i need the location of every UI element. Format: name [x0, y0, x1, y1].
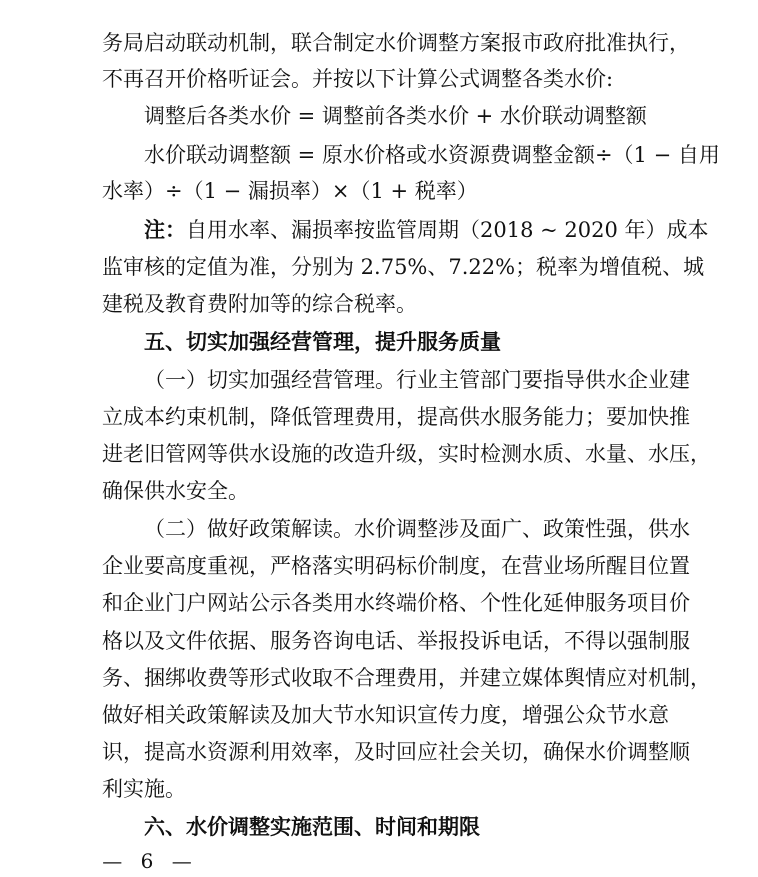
text-line: 格以及文件依据、服务咨询电话、举报投诉电话，不得以强制服 — [102, 629, 690, 653]
text-line: 确保供水安全。 — [102, 479, 249, 503]
text-line: （二）做好政策解读。水价调整涉及面广、政策性强，供水 — [144, 517, 690, 541]
section-heading: 五、切实加强经营管理，提升服务质量 — [144, 329, 501, 354]
page-number: — 6 — — [102, 849, 198, 873]
note-label: 注： — [144, 217, 186, 242]
text-line: 做好相关政策解读及加大节水知识宣传力度，增强公众节水意 — [102, 703, 669, 727]
formula-line: 调整后各类水价 = 调整前各类水价 + 水价联动调整额 — [144, 104, 647, 128]
text-line: 利实施。 — [102, 777, 186, 801]
section-heading: 六、水价调整实施范围、时间和期限 — [144, 814, 480, 839]
text-line: 建税及教育费附加等的综合税率。 — [102, 292, 417, 316]
text-line: 进老旧管网等供水设施的改造升级，实时检测水质、水量、水压， — [102, 442, 711, 466]
text-line: 务、捆绑收费等形式收取不合理费用，并建立媒体舆情应对机制， — [102, 666, 711, 690]
note-line — [144, 216, 709, 244]
text-line: 和企业门户网站公示各类用水终端价格、个性化延伸服务项目价 — [102, 591, 690, 615]
note-text: 自用水率、漏损率按监管周期（2018 ~ 2020 年）成本 — [186, 218, 709, 242]
formula-line: 水率）÷（1 − 漏损率）×（1 + 税率） — [102, 179, 478, 203]
text-line: 立成本约束机制，降低管理费用，提高供水服务能力；要加快推 — [102, 405, 690, 429]
text-line: 识，提高水资源利用效率，及时回应社会关切，确保水价调整顺 — [102, 740, 690, 764]
text-line: 企业要高度重视，严格落实明码标价制度，在营业场所醒目位置 — [102, 554, 690, 578]
text-line: （一）切实加强经营管理。行业主管部门要指导供水企业建 — [144, 368, 690, 392]
text-line: 务局启动联动机制，联合制定水价调整方案报市政府批准执行， — [102, 31, 690, 55]
text-line: 不再召开价格听证会。并按以下计算公式调整各类水价: — [102, 67, 614, 91]
text-line: 监审核的定值为准，分别为 2.75%、7.22%；税率为增值税、城 — [102, 255, 705, 279]
formula-line: 水价联动调整额 = 原水价格或水资源费调整金额÷（1 − 自用 — [144, 143, 720, 167]
